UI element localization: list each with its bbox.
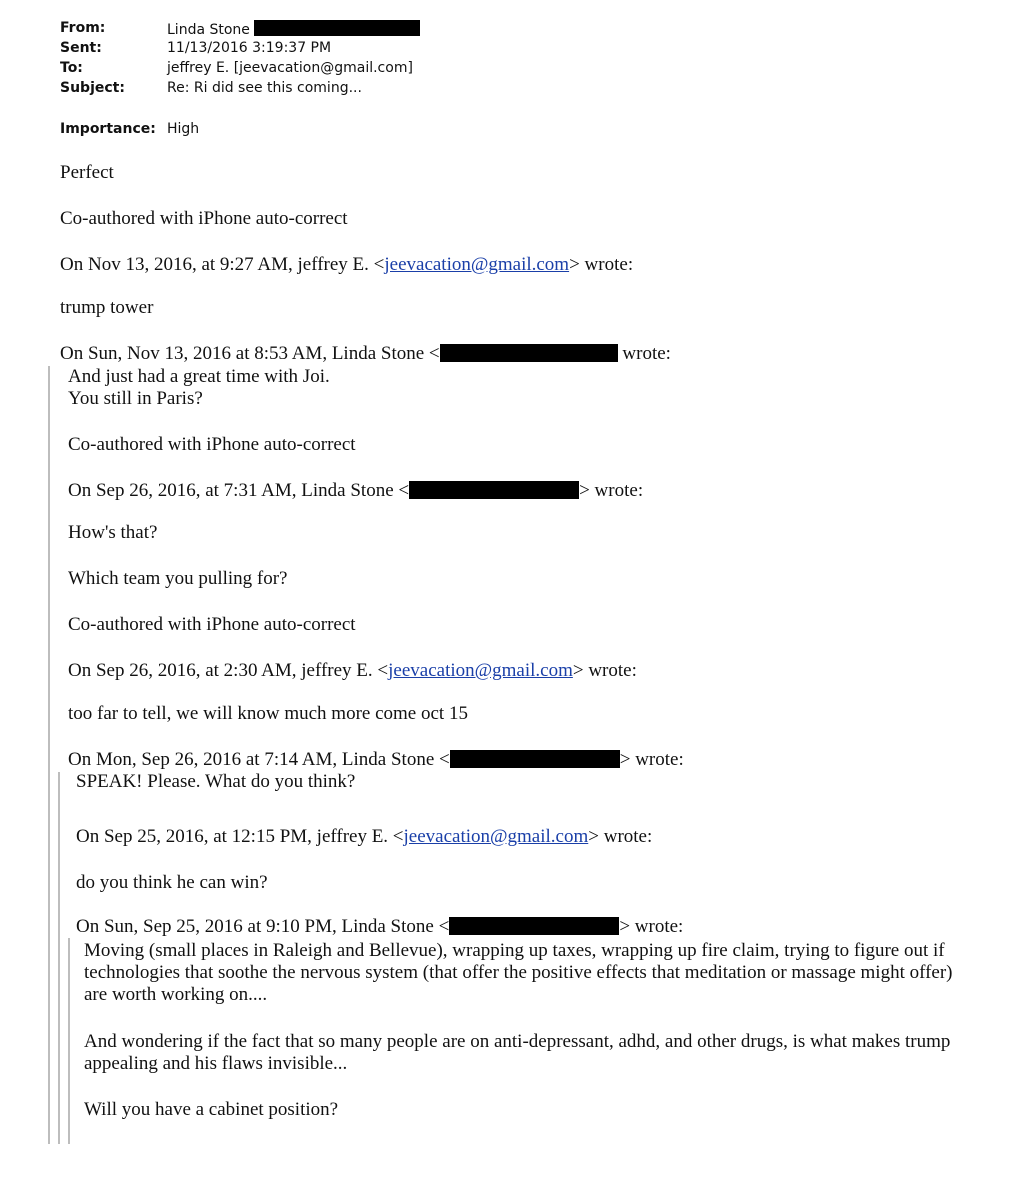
- quote-bar: [68, 938, 70, 1144]
- quote-attribution: [76, 826, 652, 848]
- attribution-end: > wrote:: [579, 480, 644, 501]
- email-link[interactable]: jeevacation@gmail.com: [403, 826, 589, 847]
- sent-value: 11/13/2016 3:19:37 PM: [167, 40, 332, 56]
- quote-bar: [58, 772, 60, 1144]
- attribution-end: > wrote:: [569, 254, 634, 275]
- attribution-end: > wrote:: [619, 749, 684, 770]
- importance-value: High: [167, 121, 200, 137]
- message-text: Perfect: [60, 162, 114, 183]
- quote-attribution: [60, 343, 671, 365]
- message-text: do you think he can win?: [76, 872, 268, 893]
- message-paragraph: And wondering if the fact that so many people are on anti-depressant, adhd, and other drugs, is what makes trump appealing and his flaws invisible...: [84, 1031, 951, 1074]
- message-text: SPEAK! Please. What do you think?: [76, 771, 356, 792]
- from-label: From:: [60, 20, 106, 36]
- attribution-text: On Sun, Nov 13, 2016 at 8:53 AM, Linda Stone <: [60, 343, 440, 364]
- message-text: Which team you pulling for?: [68, 568, 288, 589]
- redaction-box: [450, 750, 620, 768]
- sent-label: Sent:: [60, 40, 102, 56]
- attribution-text: On Sep 26, 2016, at 2:30 AM, jeffrey E. <: [68, 660, 389, 681]
- quote-attribution: [68, 749, 684, 771]
- message-text: And just had a great time with Joi.: [68, 366, 330, 387]
- attribution-text: On Sep 25, 2016, at 12:15 PM, jeffrey E. <: [76, 826, 404, 847]
- attribution-text: On Sep 26, 2016, at 7:31 AM, Linda Stone <: [68, 480, 410, 501]
- attribution-end: wrote:: [622, 343, 671, 364]
- signature: Co-authored with iPhone auto-correct: [68, 434, 356, 455]
- quote-attribution: [68, 660, 637, 682]
- redaction-box: [409, 481, 579, 499]
- attribution-end: > wrote:: [588, 826, 653, 847]
- importance-label: Importance:: [60, 121, 156, 137]
- message-text: You still in Paris?: [68, 388, 203, 409]
- message-paragraph: Moving (small places in Raleigh and Bellevue), wrapping up taxes, wrapping up fire claim, trying to figure out if technologies that soothe the nervous system (that offer the positive effects that meditation or massage might offer) are worth working on....: [84, 940, 953, 1005]
- attribution-end: > wrote:: [572, 660, 637, 681]
- quote-bar: [48, 366, 50, 1144]
- quote-attribution: [60, 254, 633, 276]
- from-value: [167, 20, 420, 38]
- redaction-box: [440, 344, 618, 362]
- quote-attribution: [76, 916, 683, 938]
- to-value: jeffrey E. [jeevacation@gmail.com]: [167, 60, 413, 76]
- quote-attribution: [68, 480, 643, 502]
- message-text: trump tower: [60, 297, 154, 318]
- redaction-box: [254, 20, 420, 36]
- from-name: Linda Stone: [167, 22, 250, 38]
- subject-value: Re: Ri did see this coming...: [167, 80, 362, 96]
- attribution-text: On Sun, Sep 25, 2016 at 9:10 PM, Linda Stone <: [76, 916, 450, 937]
- signature: Co-authored with iPhone auto-correct: [68, 614, 356, 635]
- subject-label: Subject:: [60, 80, 125, 96]
- redaction-box: [449, 917, 619, 935]
- attribution-text: On Nov 13, 2016, at 9:27 AM, jeffrey E. <: [60, 254, 385, 275]
- to-label: To:: [60, 60, 83, 76]
- message-text: too far to tell, we will know much more come oct 15: [68, 703, 468, 724]
- attribution-end: > wrote:: [619, 916, 684, 937]
- message-text: Will you have a cabinet position?: [84, 1099, 339, 1120]
- attribution-text: On Mon, Sep 26, 2016 at 7:14 AM, Linda Stone <: [68, 749, 450, 770]
- email-link[interactable]: jeevacation@gmail.com: [388, 660, 573, 681]
- signature: Co-authored with iPhone auto-correct: [60, 208, 348, 229]
- message-text: How's that?: [68, 522, 158, 543]
- email-link[interactable]: jeevacation@gmail.com: [384, 254, 570, 275]
